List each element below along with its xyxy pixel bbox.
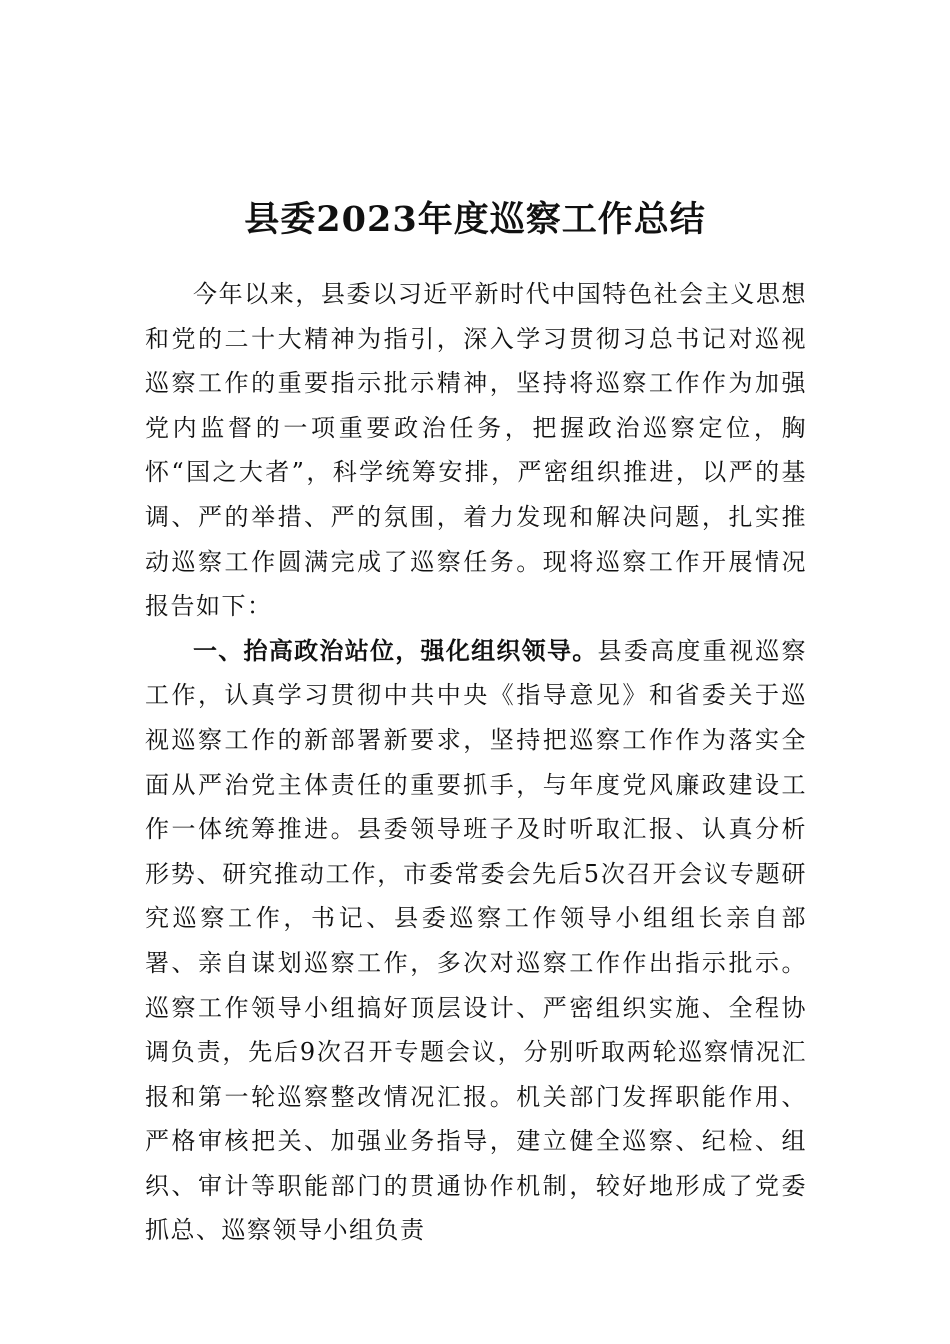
document-title: 县委2023年度巡察工作总结	[244, 199, 706, 241]
section-one-paragraph	[145, 629, 807, 1253]
intro-paragraph	[145, 272, 807, 629]
paragraph-text: 县委高度重视巡察工作，认真学习贯彻中共中央《指导意见》和省委关于巡视巡察工作的新部署新要求，坚持把巡察工作作为落实全面从严治党主体责任的重要抓手，与年度党风廉政建设工作一体统筹推进。县委领导班子及时听取汇报、认真分析形势、研究推动工作，市委常委会先后5次召开会议专题研究巡察工作，书记、县委巡察工作领导小组组长亲自部署、亲自谋划巡察工作，多次对巡察工作作出指示批示。巡察工作领导小组搞好顶层设计、严密组织实施、全程协调负责，先后9次召开专题会议，分别听取两轮巡察情况汇报和第一轮巡察整改情况汇报。机关部门发挥职能作用、严格审核把关、加强业务指导，建立健全巡察、纪检、组织、审计等职能部门的贯通协作机制，较好地形成了党委抓总、巡察领导小组负责	[145, 636, 808, 1245]
section-heading: 一、抬高政治站位，强化组织领导。	[193, 636, 598, 665]
document-body	[145, 272, 807, 1253]
paragraph-text: 今年以来，县委以习近平新时代中国特色社会主义思想和党的二十大精神为指引，深入学习贯彻习总书记对巡视巡察工作的重要指示批示精神，坚持将巡察工作作为加强党内监督的一项重要政治任务，把握政治巡察定位，胸怀“国之大者”，科学统筹安排，严密组织推进，以严的基调、严的举措、严的氛围，着力发现和解决问题，扎实推动巡察工作圆满完成了巡察任务。现将巡察工作开展情况报告如下：	[145, 280, 807, 621]
